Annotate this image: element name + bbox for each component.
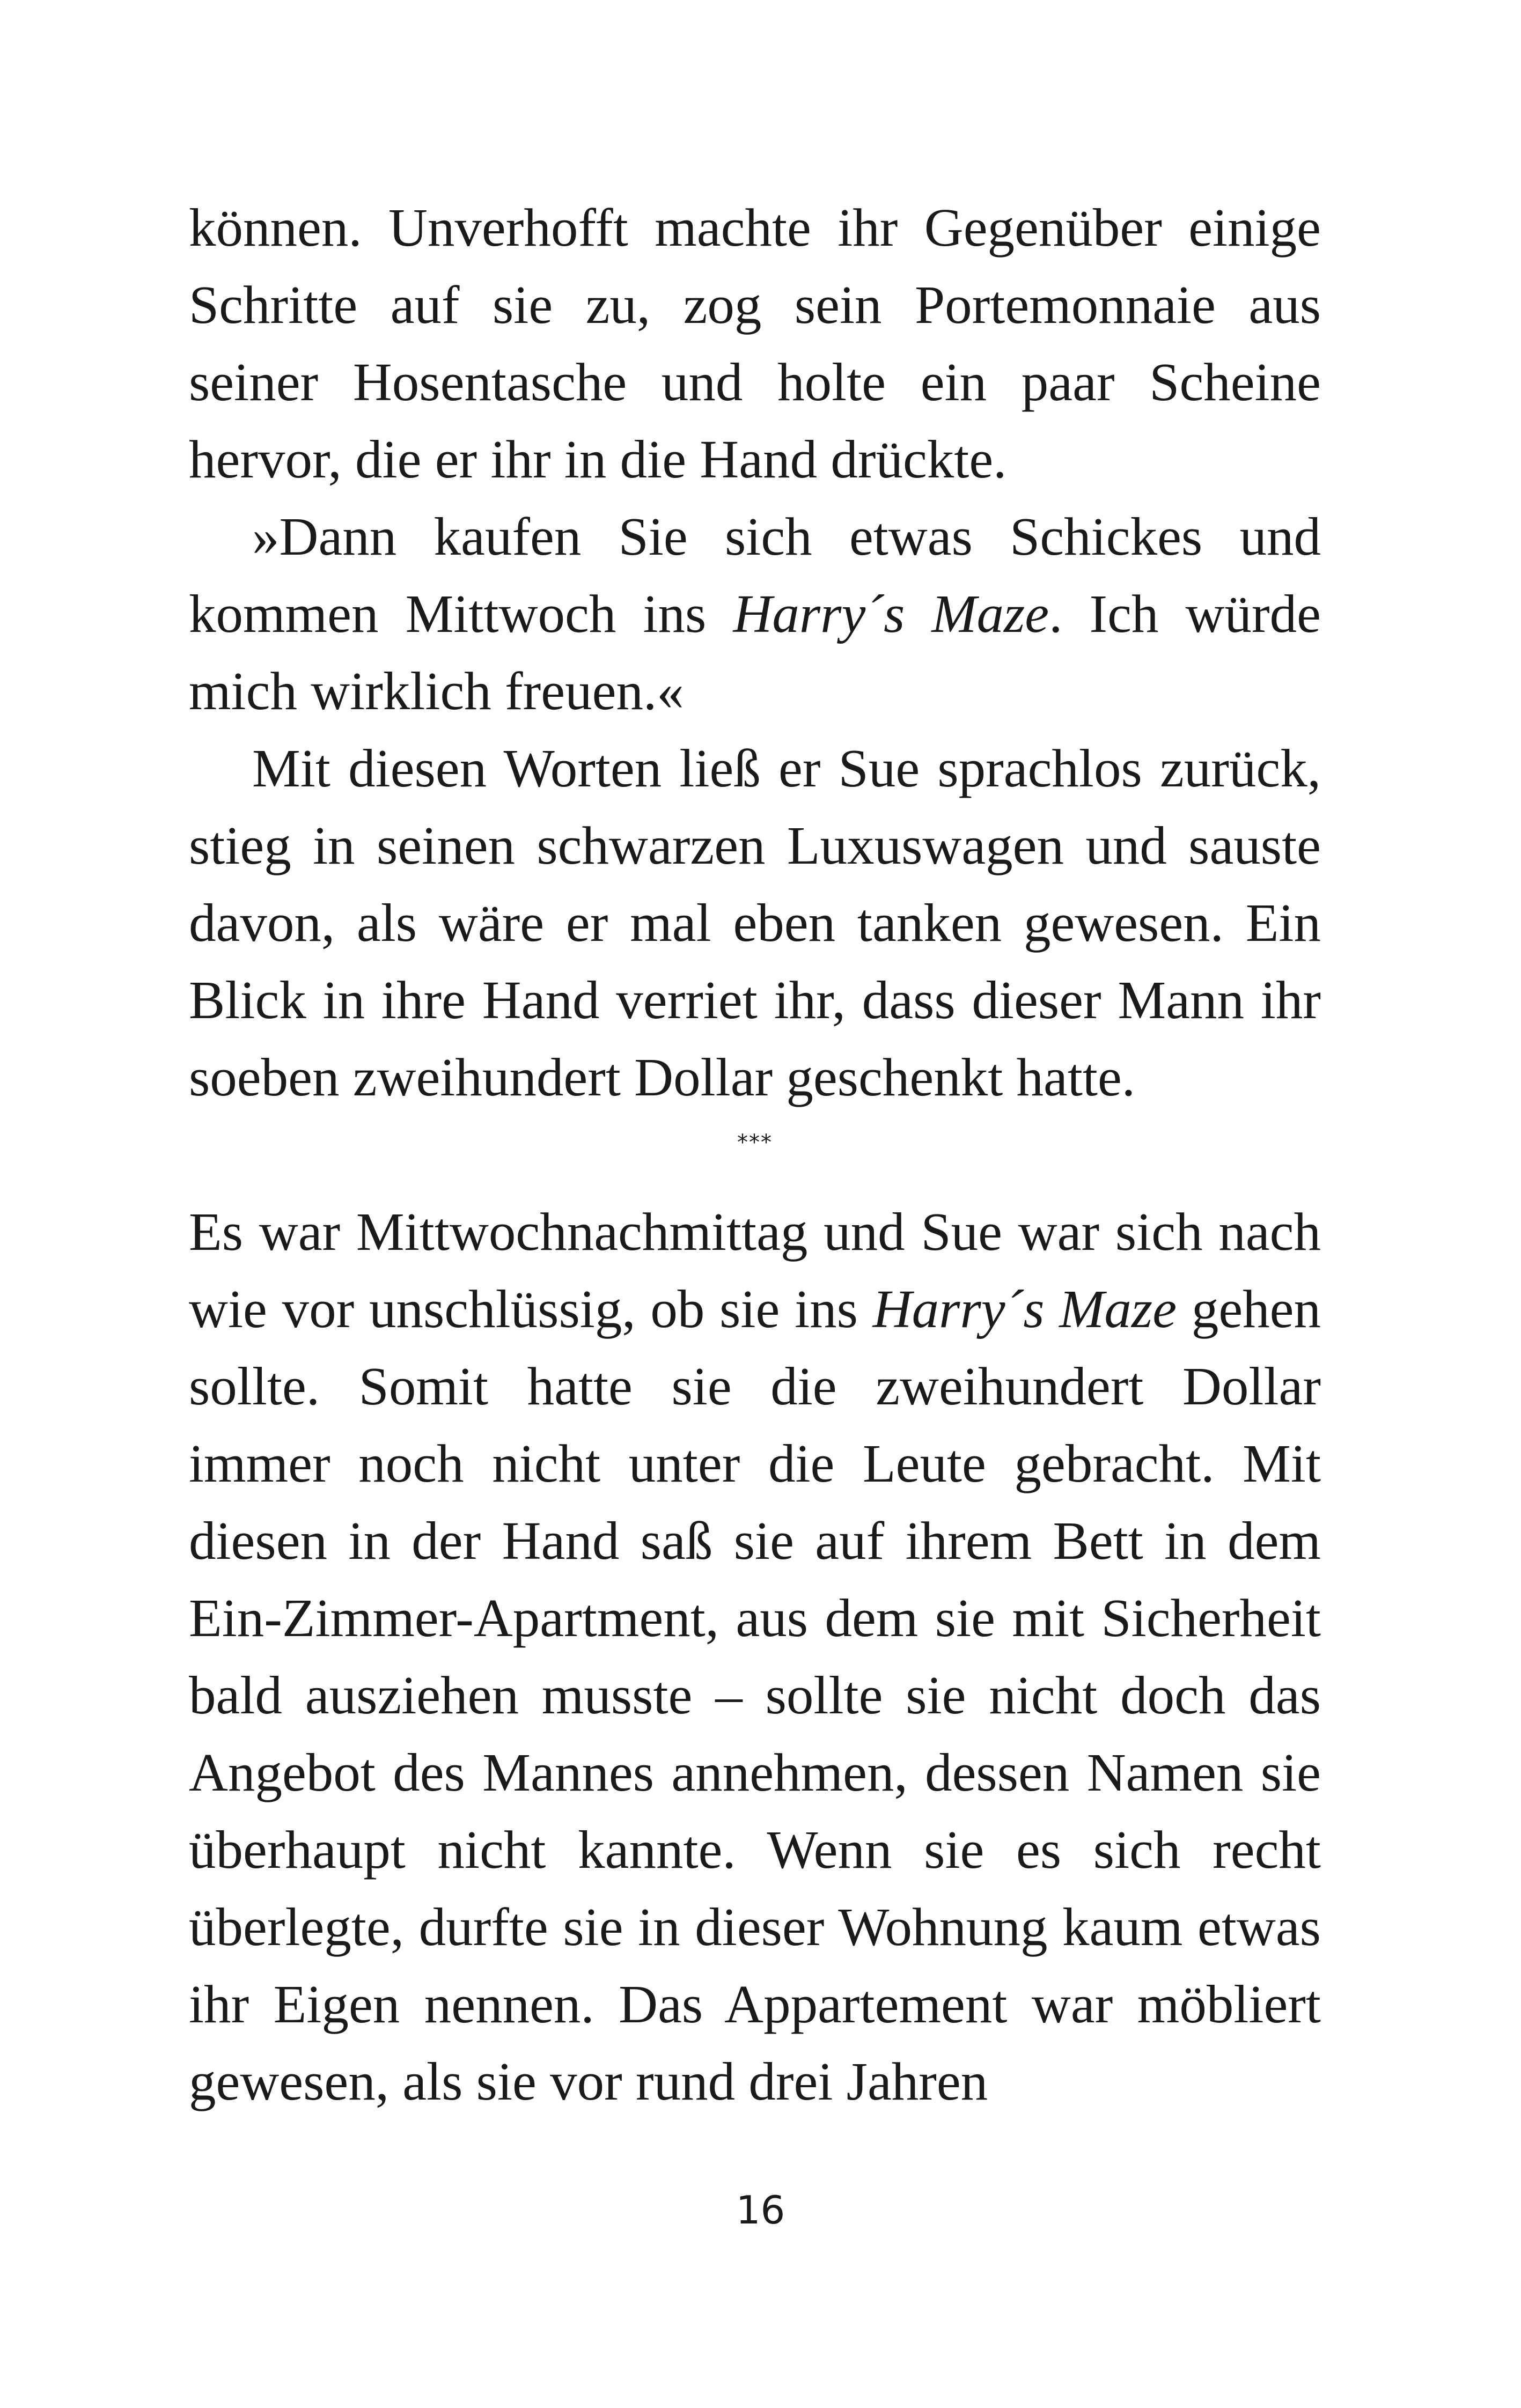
paragraph-1-text: können. Unverhofft machte ihr Gegenüber einige Schritte auf sie zu, zog sein Portemonnaie aus seiner Hosentasche und holte ein paar Scheine hervor, die er ihr in die Hand drückte. <box>189 197 1321 489</box>
paragraph-4-text-b: gehen sollte. Somit hatte sie die zweihundert Dollar immer noch nicht unter die Leute gebracht. Mit diesen in der Hand saß sie auf ihrem Bett in dem Ein-Zimmer-Apartment, aus dem sie mit Sicherheit bald ausziehen musste – sollte sie nicht doch das Angebot des Mannes annehmen, dessen Namen sie überhaupt nicht kannte. Wenn sie es sich recht überlegte, durfte sie in dieser Wohnung kaum etwas ihr Eigen nennen. Das Appartement war möbliert gewesen, als sie vor rund drei Jahren <box>189 1279 1321 2111</box>
paragraph-2 <box>189 498 1321 730</box>
paragraph-3-text: Mit diesen Worten ließ er Sue sprachlos zurück, stieg in seinen schwarzen Luxuswagen und sauste davon, als wäre er mal eben tanken gewesen. Ein Blick in ihre Hand verriet ihr, dass dieser Mann ihr soeben zweihundert Dollar geschenkt hatte. <box>189 738 1321 1107</box>
paragraph-4 <box>189 1193 1321 2120</box>
paragraph-2-text-b: . Ich würde mich wirklich freuen.« <box>189 584 1321 721</box>
paragraph-3 <box>189 730 1321 1116</box>
paragraph-2-text-a: »Dann kaufen Sie sich etwas Schickes und kommen Mittwoch ins <box>189 506 1321 644</box>
venue-name-italic: Harry´s Maze <box>733 584 1049 644</box>
venue-name-italic-2: Harry´s Maze <box>872 1279 1177 1339</box>
paragraph-4-text-a: Es war Mittwochnachmittag und Sue war sich nach wie vor unschlüssig, ob sie ins <box>189 1202 1321 1339</box>
body-text <box>189 189 1321 2120</box>
paragraph-1 <box>189 189 1321 498</box>
scene-break-separator: *** <box>737 1130 773 1155</box>
page-number: 16 <box>736 2188 785 2233</box>
